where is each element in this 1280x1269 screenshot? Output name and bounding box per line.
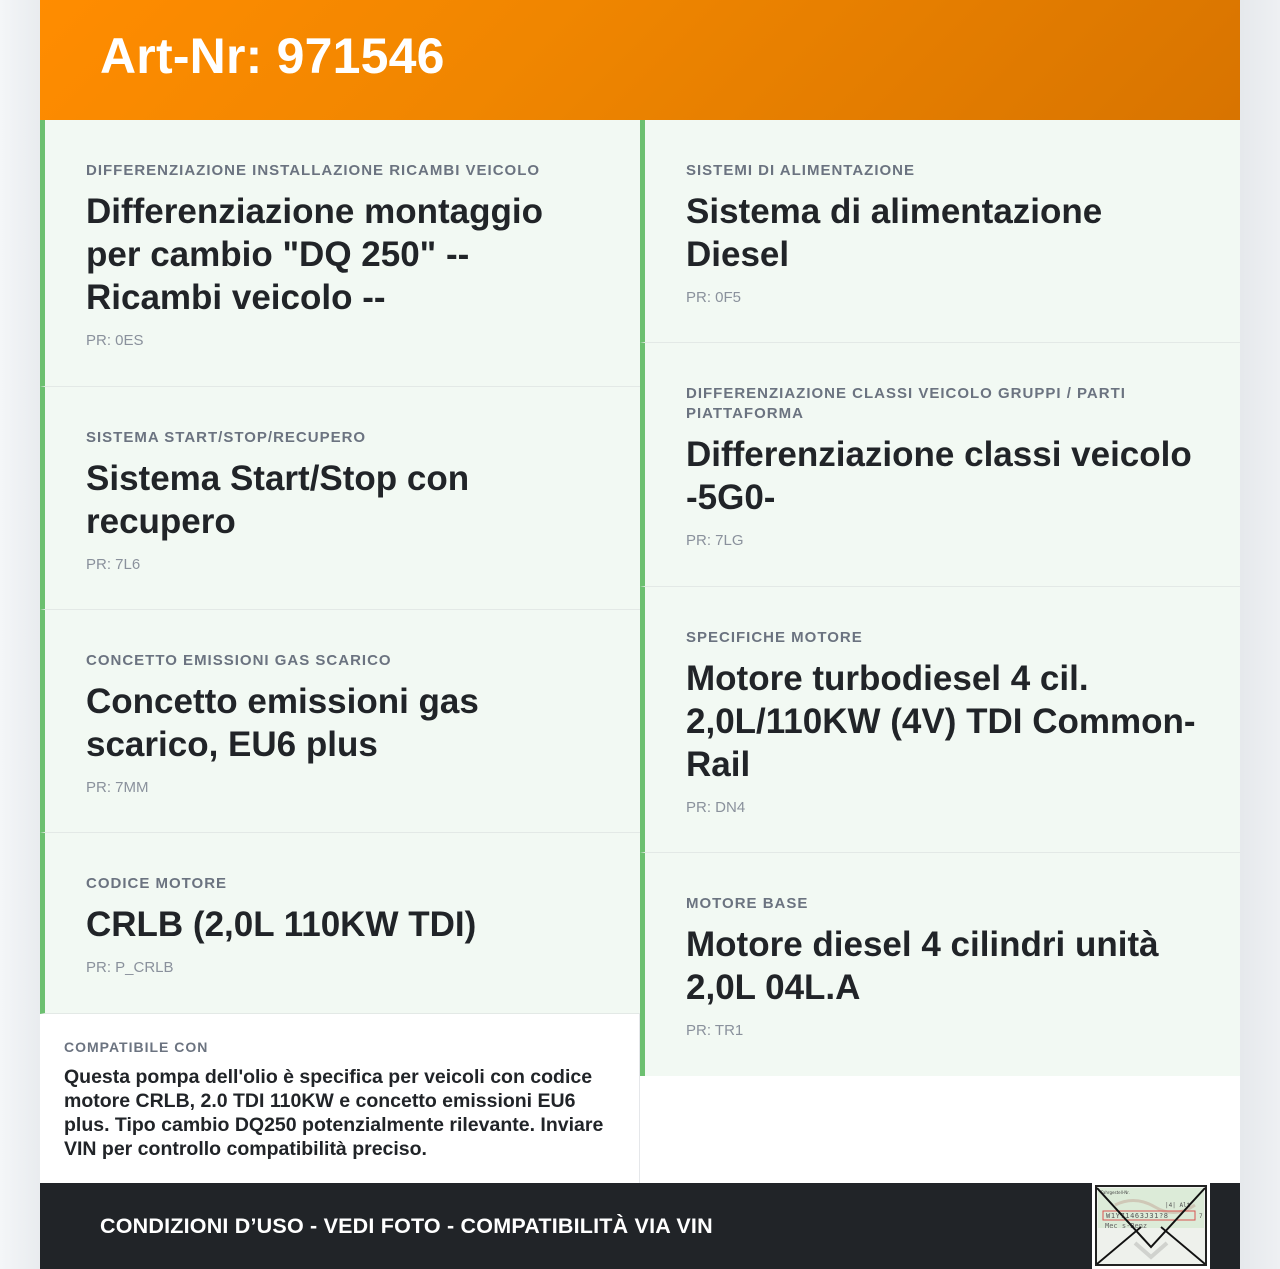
footer-conditions-text: CONDIZIONI D’USO - VEDI FOTO - COMPATIBILITÀ VIA VIN	[100, 1213, 713, 1238]
compatibility-label: COMPATIBILE CON	[64, 1039, 209, 1055]
card-pr-code: PR: 7MM	[86, 779, 149, 796]
card-title: Motore diesel 4 cilindri unità 2,0L 04L.A	[686, 925, 1159, 1007]
envelope-vin-document-icon	[1095, 1185, 1207, 1266]
card-category: CODICE MOTORE	[86, 875, 228, 892]
spec-card	[40, 610, 640, 833]
card-pr-code: PR: 7L6	[86, 556, 141, 573]
spec-card	[40, 120, 640, 387]
card-pr-code: PR: 7LG	[686, 532, 744, 549]
svg-text:7: 7	[1199, 1213, 1203, 1220]
spec-card	[640, 587, 1240, 853]
card-pr-code: PR: P_CRLB	[86, 959, 174, 976]
card-title: Differenziazione classi veicolo -5G0-	[686, 435, 1192, 517]
card-category: SISTEMI DI ALIMENTAZIONE	[686, 162, 915, 179]
svg-text:W1Y71463J31?8: W1Y71463J31?8	[1106, 1212, 1169, 1220]
card-pr-code: PR: 0F5	[686, 289, 742, 306]
card-category: MOTORE BASE	[686, 895, 809, 912]
page-container	[40, 0, 1240, 1269]
spec-card	[640, 853, 1240, 1076]
svg-text:Mec s-Benz: Mec s-Benz	[1105, 1222, 1148, 1230]
vin-envelope-image[interactable]	[1092, 1183, 1210, 1269]
card-category: DIFFERENZIAZIONE CLASSI VEICOLO GRUPPI / PARTI PIATTAFORMA	[686, 385, 1126, 422]
spec-card	[640, 120, 1240, 343]
card-title: CRLB (2,0L 110KW TDI)	[86, 905, 477, 944]
card-pr-code: PR: 0ES	[86, 332, 144, 349]
header-banner	[40, 0, 1240, 120]
card-title: Concetto emissioni gas scarico, EU6 plus	[86, 682, 479, 764]
card-title: Sistema di alimentazione Diesel	[686, 192, 1103, 274]
compatibility-section	[40, 1014, 640, 1183]
card-title: Differenziazione montaggio per cambio "DQ 250" -- Ricambi veicolo --	[86, 192, 543, 317]
card-pr-code: PR: DN4	[686, 799, 746, 816]
spec-card	[40, 833, 640, 1014]
card-title: Motore turbodiesel 4 cil. 2,0L/110KW (4V) TDI Common-Rail	[686, 659, 1196, 784]
spec-card	[40, 387, 640, 610]
footer-bar	[40, 1183, 1240, 1269]
card-category: SISTEMA START/STOP/RECUPERO	[86, 429, 367, 446]
card-category: CONCETTO EMISSIONI GAS SCARICO	[86, 652, 392, 669]
svg-text:|4| Alt: |4| Alt	[1165, 1202, 1191, 1209]
card-category: SPECIFICHE MOTORE	[686, 629, 863, 646]
card-pr-code: PR: TR1	[686, 1022, 744, 1039]
svg-text:Fahrgestell-Nr.: Fahrgestell-Nr.	[1101, 1190, 1130, 1195]
card-title: Sistema Start/Stop con recupero	[86, 459, 470, 541]
compatibility-text: Questa pompa dell'olio è specifica per veicoli con codice motore CRLB, 2.0 TDI 110KW e concetto emissioni EU6 plus. Tipo cambio DQ250 potenzialmente rilevante. Inviare VIN per controllo compatibilità preciso.	[64, 1066, 604, 1160]
card-category: DIFFERENZIAZIONE INSTALLAZIONE RICAMBI VEICOLO	[86, 162, 541, 179]
article-number-title: Art-Nr: 971546	[100, 28, 445, 84]
spec-card	[640, 343, 1240, 587]
